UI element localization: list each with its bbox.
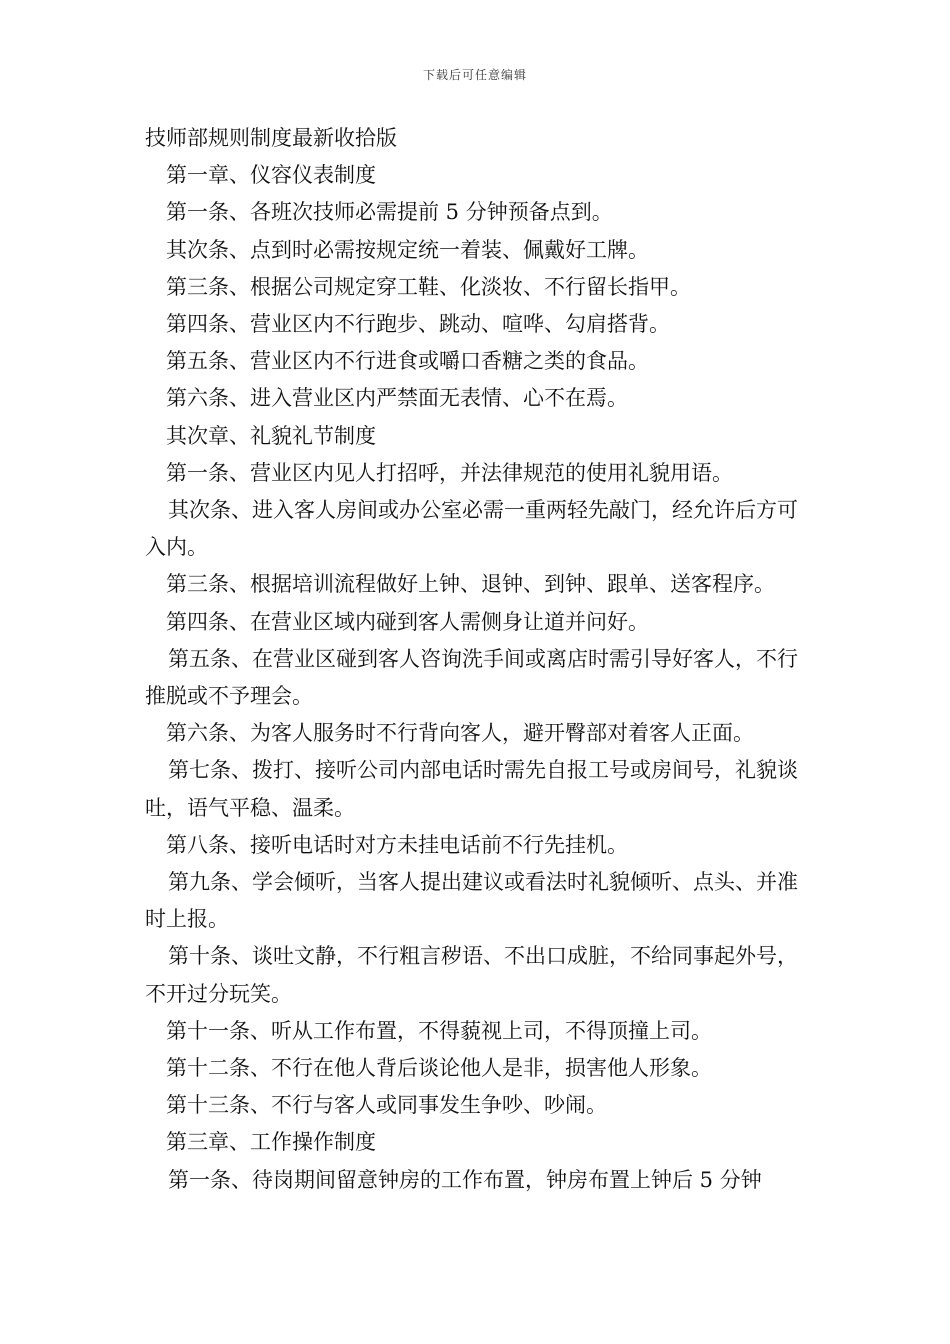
article-line: 其次条、点到时必需按规定统一着装、佩戴好工牌。	[166, 237, 649, 262]
article-paragraph: 第十条、谈吐文静，不行粗言秽语、不出口成脏，不给同事起外号，不开过分玩笑。	[145, 944, 798, 1006]
article-line: 第十二条、不行在他人背后谈论他人是非，损害他人形象。	[166, 1056, 712, 1081]
article-line: 第三条、根据公司规定穿工鞋、化淡妆、不行留长指甲。	[166, 274, 691, 299]
article-line: 第八条、接听电话时对方未挂电话前不行先挂机。	[166, 832, 628, 857]
article-line: 第一条、营业区内见人打招呼，并法律规范的使用礼貌用语。	[166, 460, 733, 485]
article-paragraph: 其次条、进入客人房间或办公室必需一重两轻先敲门，经允许后方可入内。	[145, 498, 798, 560]
article-line: 第十三条、不行与客人或同事发生争吵、吵闹。	[166, 1093, 607, 1118]
article-paragraph: 第七条、拨打、接听公司内部电话时需先自报工号或房间号，礼貌谈吐，语气平稳、温柔。	[145, 758, 798, 820]
article-line: 第六条、为客人服务时不行背向客人，避开臀部对着客人正面。	[166, 721, 754, 746]
header-note: 下载后可任意编辑	[422, 68, 527, 82]
chapter-heading: 第一章、仪容仪表制度	[166, 163, 376, 188]
article-line: 第五条、营业区内不行进食或嚼口香糖之类的食品。	[166, 349, 649, 374]
article-line: 第十一条、听从工作布置，不得藐视上司，不得顶撞上司。	[166, 1018, 712, 1043]
article-line: 第四条、在营业区域内碰到客人需侧身让道并问好。	[166, 609, 649, 634]
article-line: 第四条、营业区内不行跑步、跳动、喧哗、勾肩搭背。	[166, 312, 670, 337]
article-line: 第一条、各班次技师必需提前 5 分钟预备点到。	[166, 200, 613, 225]
article-paragraph: 第五条、在营业区碰到客人咨询洗手间或离店时需引导好客人，不行推脱或不予理会。	[145, 646, 798, 709]
document-body	[145, 120, 807, 1199]
document-title: 技师部规则制度最新收拾版	[145, 126, 397, 150]
article-line: 第一条、待岗期间留意钟房的工作布置，钟房布置上钟后 5 分钟	[168, 1167, 762, 1192]
article-line: 第三条、根据培训流程做好上钟、退钟、到钟、跟单、送客程序。	[166, 572, 775, 597]
article-paragraph: 第九条、学会倾听，当客人提出建议或看法时礼貌倾听、点头、并准时上报。	[145, 870, 798, 932]
chapter-heading: 其次章、礼貌礼节制度	[166, 423, 376, 448]
chapter-heading: 第三章、工作操作制度	[166, 1130, 376, 1155]
article-line: 第六条、进入营业区内严禁面无表情、心不在焉。	[166, 386, 628, 411]
